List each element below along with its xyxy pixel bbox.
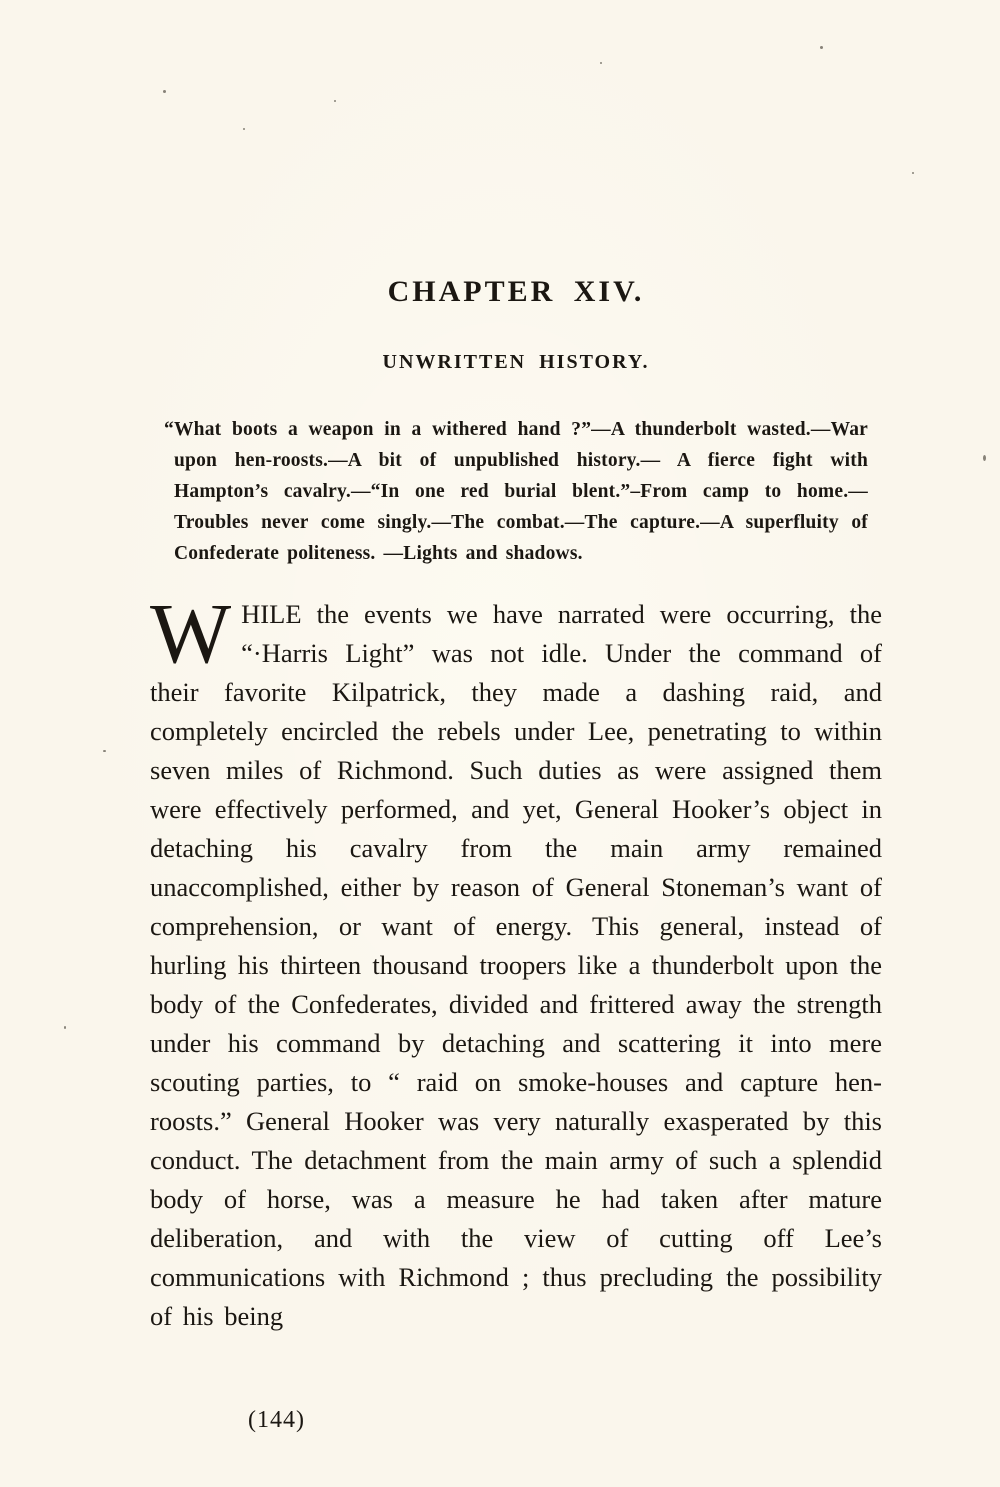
body-paragraph-text: HILE the events we have narrated were occurring, the “·Harris Light” was not idle. Under the command of their favorite Kilpatrick, they made a dashing raid, and completely encircled the rebels under Lee, penetrating to within seven miles of Richmond. Such duties as were assigned them were effectively performed, and yet, General Hooker’s object in detaching his cavalry from the main army remained unaccomplished, either by reason of General Stoneman’s want of comprehension, or want of energy. This general, instead of hurling his thirteen thousand troopers like a thunderbolt upon the body of the Confederates, divided and frittered away the strength under his command by detaching and scattering it into mere scouting parties, to “ raid on smoke-houses and capture hen-roosts.” General Hooker was very naturally exasperated by this conduct. The detachment from the main army of such a splendid body of horse, was a measure he had taken after mature deliberation, and with the view of cutting off Lee’s communications with Richmond ; thus precluding the possibility of his being xyxy=(150,599,882,1331)
body-paragraph xyxy=(150,585,882,1336)
scan-speck xyxy=(163,90,166,93)
scan-speck xyxy=(103,750,106,752)
scan-speck xyxy=(820,46,823,49)
drop-cap-initial: W xyxy=(150,585,232,681)
scan-speck xyxy=(912,172,914,174)
text-block xyxy=(150,275,882,1336)
scan-speck xyxy=(334,100,336,102)
scan-speck xyxy=(600,62,602,64)
section-heading: UNWRITTEN HISTORY. xyxy=(382,351,650,373)
scan-speck xyxy=(983,455,986,461)
scan-speck xyxy=(243,128,245,130)
chapter-summary: “What boots a weapon in a withered hand ?”—A thunderbolt wasted.—War upon hen-roosts.—A bit of unpublished history.— A fierce fight with Hampton’s cavalry.—“In one red burial blent.”–From camp to home.—Troubles never come singly.—The combat.—The capture.—A superfluity of Confederate politeness. —Lights and shadows. xyxy=(164,419,868,564)
page-number: (144) xyxy=(248,1407,305,1433)
scan-speck xyxy=(64,1026,66,1029)
chapter-heading: CHAPTER XIV. xyxy=(387,275,645,308)
